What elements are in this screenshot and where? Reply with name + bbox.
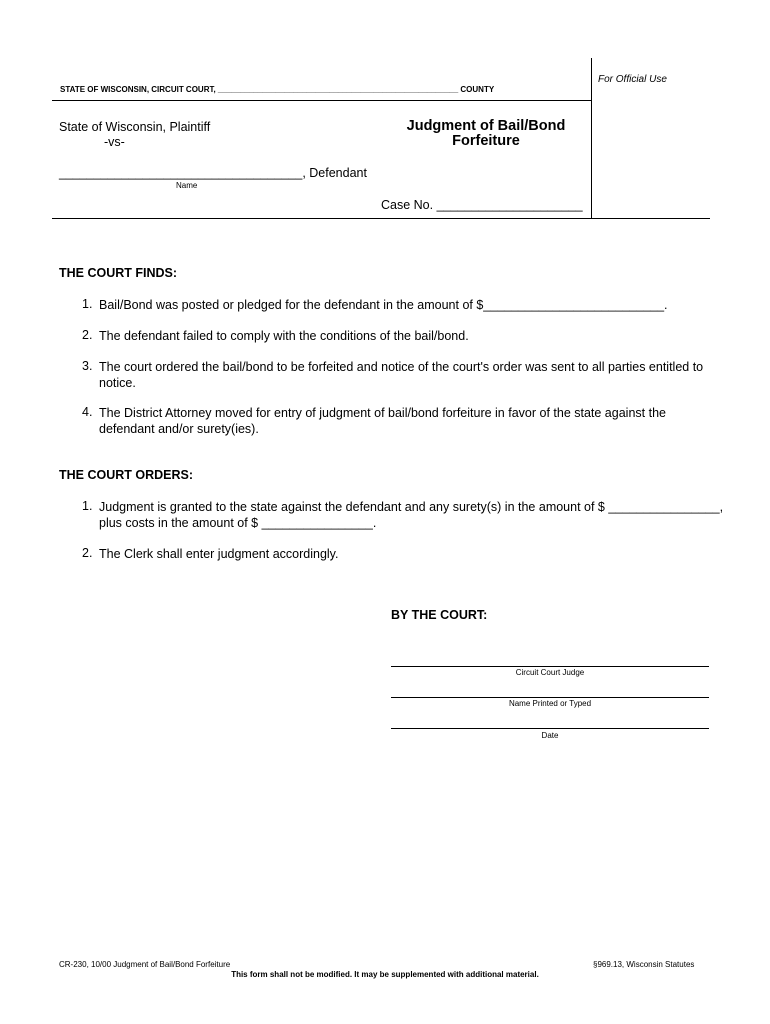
finds-item-2-number: 2. [82,328,93,342]
orders-item-1-number: 1. [82,499,93,513]
finds-item-4-number: 4. [82,405,93,419]
judge-signature-line [391,666,709,667]
date-label: Date [541,731,559,740]
printed-name-label: Name Printed or Typed [508,699,592,708]
plaintiff-name: State of Wisconsin, Plaintiff [59,120,211,134]
printed-name-line [391,697,709,698]
finds-item-1-text: Bail/Bond was posted or pledged for the defendant in the amount of $__________________________. [99,298,668,312]
court-county-line: STATE OF WISCONSIN, CIRCUIT COURT, ______________________________________________________ COUNTY [60,85,495,94]
orders-item-2-text: The Clerk shall enter judgment accordingly. [99,547,339,561]
header-bottom-rule [52,218,710,219]
orders-item-2-number: 2. [82,546,93,560]
document-title-line2: Forfeiture [452,133,520,149]
finds-item-3-text: The court ordered the bail/bond to be forfeited and notice of the court's order was sent to all parties entitled to notice. [99,360,704,390]
document-title-line1: Judgment of Bail/Bond [406,118,566,134]
caption-top-rule [52,100,591,101]
date-line [391,728,709,729]
versus-label: -vs- [104,135,125,149]
defendant-name-label: Name [176,181,198,190]
case-number: Case No. _____________________ [381,198,583,212]
finds-item-2-text: The defendant failed to comply with the conditions of the bail/bond. [99,329,469,343]
judge-signature-label: Circuit Court Judge [515,668,585,677]
court-finds-heading: THE COURT FINDS: [59,266,178,280]
statute-reference: §969.13, Wisconsin Statutes [593,960,695,969]
by-the-court-heading: BY THE COURT: [391,608,488,622]
defendant-line: ___________________________________, Defendant [59,166,367,180]
official-use-divider [591,58,592,218]
official-use-label: For Official Use [598,74,667,85]
court-orders-heading: THE COURT ORDERS: [59,468,194,482]
finds-item-1-number: 1. [82,297,93,311]
finds-item-4-text: The District Attorney moved for entry of judgment of bail/bond forfeiture in favor of the state against the defendant and/or surety(ies). [99,406,666,436]
orders-item-1-text: Judgment is granted to the state against the defendant and any surety(s) in the amount of $ ________________, plus costs in the amount of $ ________________. [99,500,724,530]
form-identifier: CR-230, 10/00 Judgment of Bail/Bond Forfeiture [59,960,231,969]
modification-notice: This form shall not be modified. It may be supplemented with additional material. [231,970,539,979]
finds-item-3-number: 3. [82,359,93,373]
